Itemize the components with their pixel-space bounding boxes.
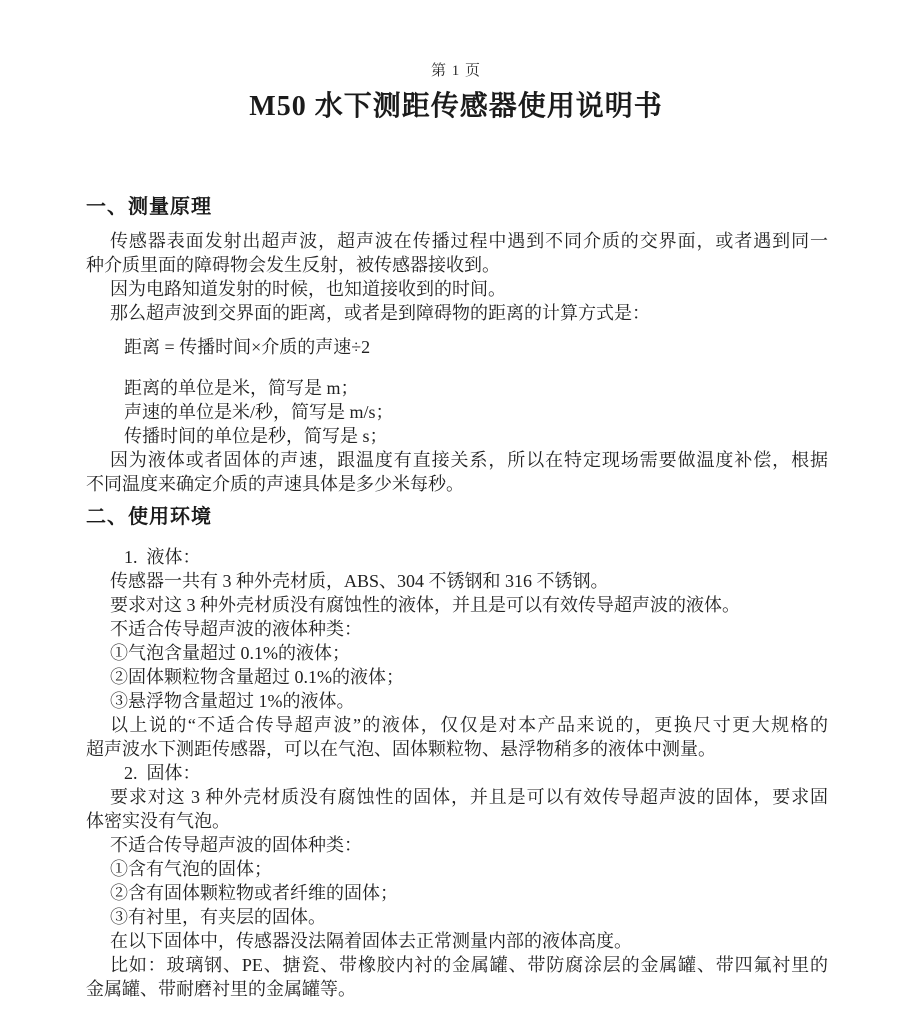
text-line: 那么超声波到交界面的距离，或者是到障碍物的距离的计算方式是： — [110, 303, 650, 323]
list-item-circled-1 — [86, 641, 828, 665]
text-line: 在以下固体中，传感器没法隔着固体去正常测量内部的液体高度。 — [110, 931, 632, 951]
text-line: 要求对这 3 种外壳材质没有腐蚀性的固体，并且是可以有效传导超声波的固体，要求固 — [110, 787, 828, 807]
formula-line: 距离 = 传播时间×介质的声速÷2 — [124, 337, 371, 357]
paragraph — [86, 448, 828, 496]
text-line: 要求对这 3 种外壳材质没有腐蚀性的液体，并且是可以有效传导超声波的液体。 — [110, 595, 740, 615]
text-line: 因为液体或者固体的声速，跟温度有直接关系，所以在特定现场需要做温度补偿，根据 — [110, 450, 828, 470]
text-line: ①含有气泡的固体； — [110, 859, 272, 879]
text-line: 以上说的“不适合传导超声波”的液体，仅仅是对本产品来说的，更换尺寸更大规格的 — [110, 715, 828, 735]
text-line: 距离的单位是米，简写是 m； — [124, 378, 359, 398]
text-line: 传播时间的单位是秒，简写是 s； — [124, 426, 388, 446]
paragraph — [86, 569, 828, 593]
text-line: 比如：玻璃钢、PE、搪瓷、带橡胶内衬的金属罐、带防腐涂层的金属罐、带四氟衬里的 — [110, 955, 828, 975]
list-item-circled-3 — [86, 689, 828, 713]
list-item-circled-3 — [86, 905, 828, 929]
text-line: 传感器一共有 3 种外壳材质，ABS、304 不锈钢和 316 不锈钢。 — [110, 571, 609, 591]
text-line: 超声波水下测距传感器，可以在气泡、固体颗粒物、悬浮物稍多的液体中测量。 — [86, 739, 716, 759]
document-title: M50 水下测距传感器使用说明书 — [249, 91, 663, 122]
text-line: ②固体颗粒物含量超过 0.1%的液体； — [110, 667, 404, 687]
list-item-liquid — [86, 545, 828, 569]
paragraph — [86, 713, 828, 761]
text-line: 金属罐、带耐磨衬里的金属罐等。 — [86, 979, 356, 999]
paragraph — [86, 277, 828, 301]
list-item-solid — [86, 761, 828, 785]
paragraph — [86, 833, 828, 857]
text-line: 传感器表面发射出超声波，超声波在传播过程中遇到不同介质的交界面，或者遇到同一 — [110, 231, 828, 251]
text-line: 2. 固体： — [124, 763, 201, 783]
text-line: ③悬浮物含量超过 1%的液体。 — [110, 691, 355, 711]
text-line: ②含有固体颗粒物或者纤维的固体； — [110, 883, 398, 903]
text-line: 体密实没有气泡。 — [86, 811, 230, 831]
text-line: 1. 液体： — [124, 547, 201, 567]
paragraph — [86, 593, 828, 617]
section-1-heading: 一、测量原理 — [86, 196, 212, 218]
paragraph — [86, 929, 828, 953]
page-number: 第 1 页 — [430, 63, 481, 79]
text-line: 不适合传导超声波的固体种类： — [110, 835, 362, 855]
text-line: 种介质里面的障碍物会发生反射，被传感器接收到。 — [86, 255, 500, 275]
document-body — [86, 195, 828, 1001]
text-line: 因为电路知道发射的时候，也知道接收到的时间。 — [110, 279, 506, 299]
text-line: 声速的单位是米/秒，简写是 m/s； — [124, 402, 394, 422]
text-line: ①气泡含量超过 0.1%的液体； — [110, 643, 350, 663]
list-item-circled-2 — [86, 881, 828, 905]
paragraph — [86, 617, 828, 641]
section-usage-environment — [86, 505, 828, 1001]
paragraph — [86, 953, 828, 1001]
paragraph — [86, 785, 828, 833]
section-2-heading: 二、使用环境 — [86, 506, 212, 528]
text-line: 不同温度来确定介质的声速具体是多少米每秒。 — [86, 474, 464, 494]
text-line: 不适合传导超声波的液体种类： — [110, 619, 362, 639]
paragraph — [86, 301, 828, 325]
list-item-circled-2 — [86, 665, 828, 689]
list-item-circled-1 — [86, 857, 828, 881]
unit-definitions — [86, 376, 828, 448]
text-line: ③有衬里，有夹层的固体。 — [110, 907, 326, 927]
distance-formula — [86, 335, 828, 359]
section-measurement-principle — [86, 195, 828, 496]
paragraph — [86, 229, 828, 277]
